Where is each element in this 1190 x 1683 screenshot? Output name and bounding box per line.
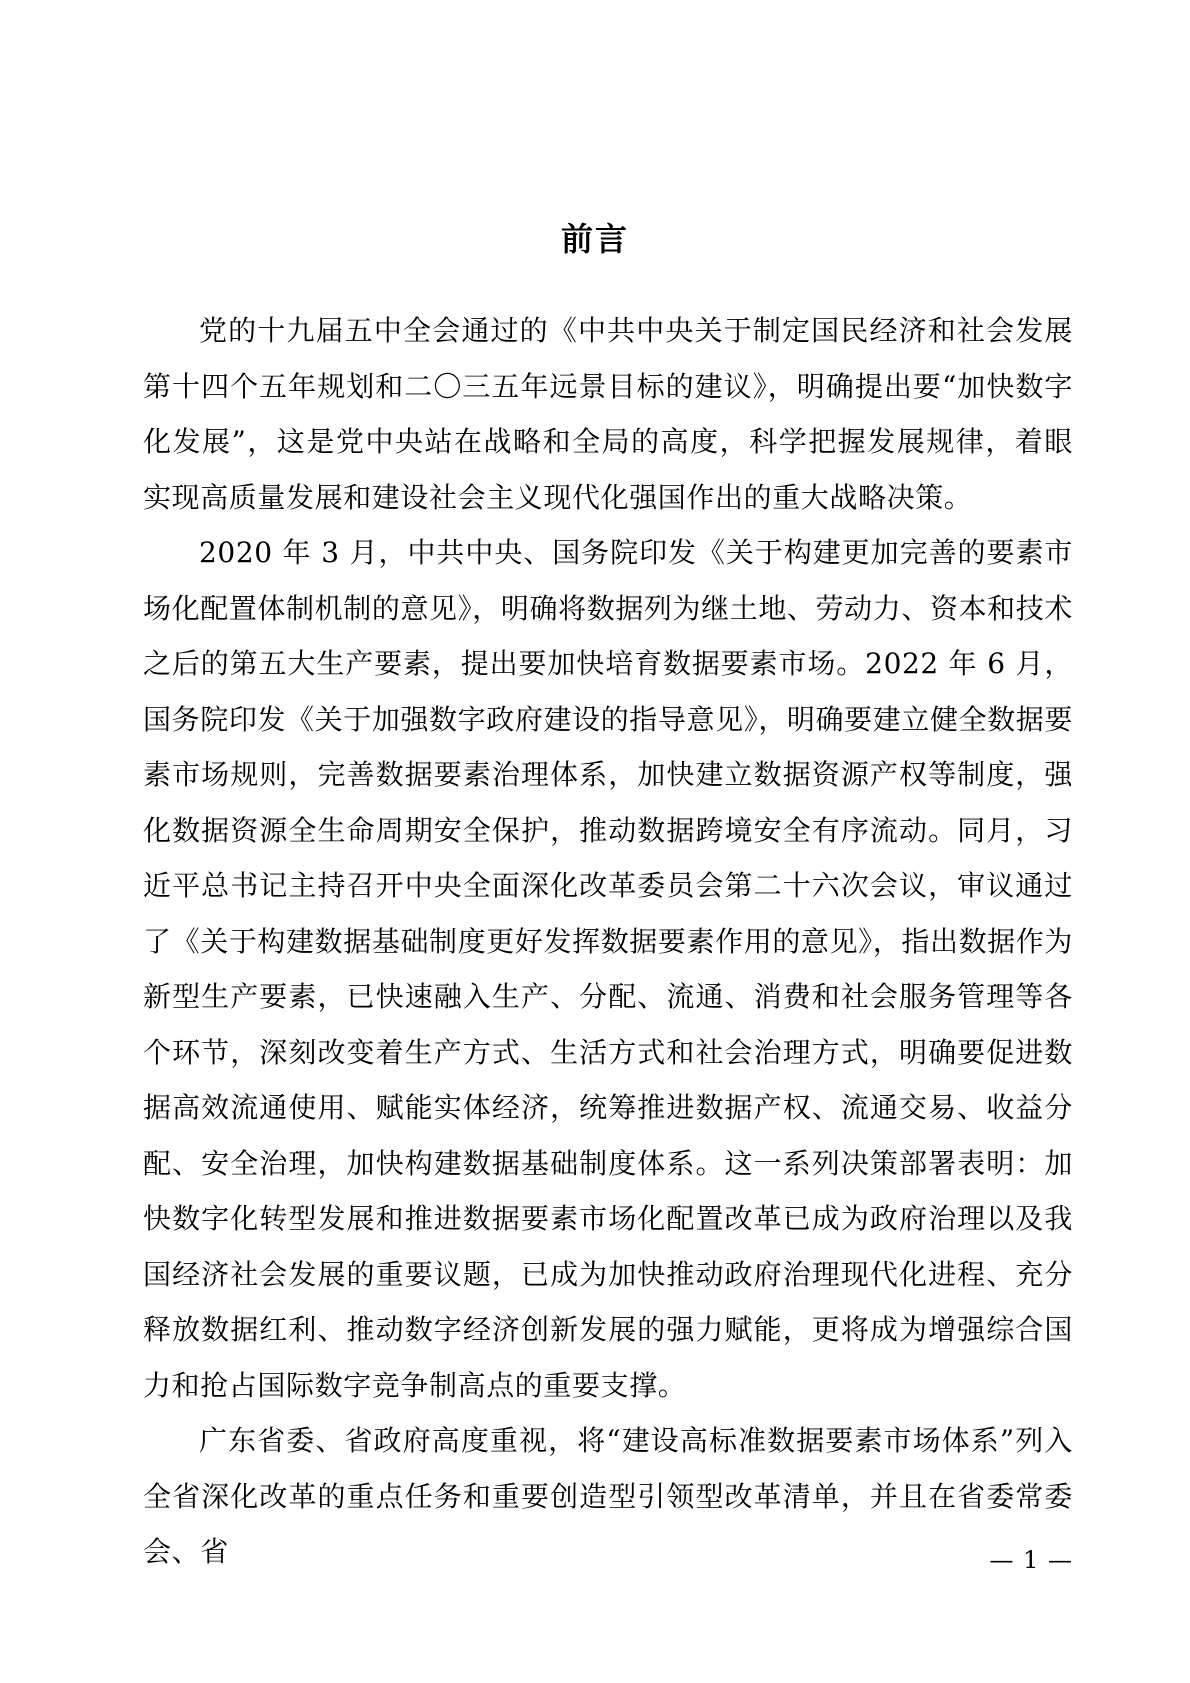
page-title: 前言: [560, 220, 629, 259]
document-body: [143, 303, 1073, 1580]
page-number: — 1 —: [989, 1546, 1073, 1574]
paragraph-1: 党的十九届五中全会通过的《中共中央关于制定国民经济和社会发展第十四个五年规划和二〇三五年远景目标的建议》，明确提出要“加快数字化发展”，这是党中央站在战略和全局的高度，科学把握发展规律，着眼实现高质量发展和建设社会主义现代化强国作出的重大战略决策。: [143, 314, 1073, 514]
paragraph-3: 广东省委、省政府高度重视，将“建设高标准数据要素市场体系”列入全省深化改革的重点任务和重要创造型引领型改革清单，并且在省委常委会、省: [143, 1424, 1073, 1568]
paragraph-2: 2020 年 3 月，中共中央、国务院印发《关于构建更加完善的要素市场化配置体制机制的意见》，明确将数据列为继土地、劳动力、资本和技术之后的第五大生产要素，提出要加快培育数据要素市场。2022 年 6 月，国务院印发《关于加强数字政府建设的指导意见》，明确要建立健全数据要素市场规则，完善数据要素治理体系，加快建立数据资源产权等制度，强化数据资源全生命周期安全保护，推动数据跨境安全有序流动。同月，习近平总书记主持召开中央全面深化改革委员会第二十六次会议，审议通过了《关于构建数据基础制度更好发挥数据要素作用的意见》，指出数据作为新型生产要素，已快速融入生产、分配、流通、消费和社会服务管理等各个环节，深刻改变着生产方式、生活方式和社会治理方式，明确要促进数据高效流通使用、赋能实体经济，统筹推进数据产权、流通交易、收益分配、安全治理，加快构建数据基础制度体系。这一系列决策部署表明：加快数字化转型发展和推进数据要素市场化配置改革已成为政府治理以及我国经济社会发展的重要议题，已成为加快推动政府治理现代化进程、充分释放数据红利、推动数字经济创新发展的强力赋能，更将成为增强综合国力和抢占国际数字竞争制高点的重要支撑。: [143, 536, 1073, 1402]
